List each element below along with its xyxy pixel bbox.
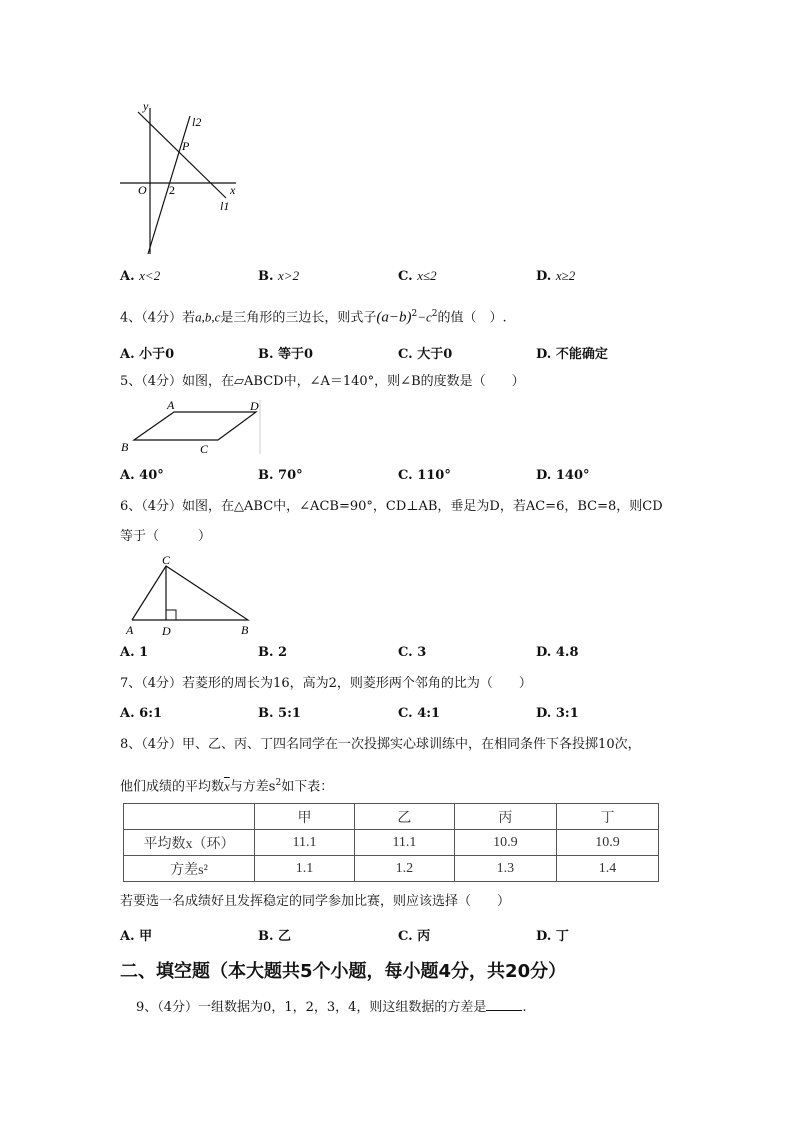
y-axis-label: y [143, 99, 149, 113]
intercept-label: 2 [169, 183, 175, 197]
q4-question: 4、（4分）若a,b,c是三角形的三边长，则式子$(a-b)^2-c^2$的值（ ）. [120, 309, 507, 326]
q4-option-d[interactable]: D. 不能确定 [536, 347, 608, 362]
q8-score-table [123, 803, 659, 882]
q9-question: 9、（4分）一组数据为0，1，2，3，4，则这组数据的方差是 . [136, 1000, 527, 1015]
q6-question-line1: 6、（4分）如图，在△ABC中，∠ACB=90°，CD⊥AB，垂足为D，若AC=6，BC=8，则CD [120, 499, 663, 514]
table-header-row [124, 804, 659, 830]
answer-blank[interactable] [486, 998, 522, 1011]
q5-question: 5、（4分）如图，在▱ABCD中，∠A＝140°，则∠B的度数是（ ） [120, 374, 525, 389]
q7-option-d[interactable]: D. 3:1 [536, 706, 579, 721]
q3-option-a[interactable]: A. x<2 [120, 268, 161, 284]
q3-option-b[interactable]: B. x>2 [258, 268, 300, 284]
l1-label: l1 [220, 199, 230, 213]
q8-option-a[interactable]: A. 甲 [120, 929, 153, 944]
line-l1 [138, 112, 226, 198]
origin-label: O [138, 183, 147, 197]
q4-option-a[interactable]: A. 小于0 [120, 347, 175, 362]
table-header-cell: 甲 [255, 804, 355, 830]
section-title: 二、填空题（本大题共5个小题，每小题4分，共20分） [120, 961, 567, 982]
q4-option-c[interactable]: C. 大于0 [398, 347, 453, 362]
q5-option-a[interactable]: A. 40° [120, 468, 164, 483]
table-cell: 10.9 [454, 830, 556, 856]
q3-option-c[interactable]: C. x≤2 [398, 268, 437, 284]
vertex-c-label: C [162, 553, 171, 567]
q8-question-line1: 8、（4分）甲、乙、丙、丁四名同学在一次投掷实心球训练中，在相同条件下各投掷10次， [120, 737, 641, 752]
q8-option-c[interactable]: C. 丙 [398, 929, 431, 944]
q8-option-d[interactable]: D. 丁 [536, 929, 569, 944]
q8-question-line3: 若要选一名成绩好且发挥稳定的同学参加比赛，则应该选择（ ） [120, 894, 511, 909]
vertex-b-label: B [241, 623, 249, 637]
q8-question-line2: 他们成绩的平均数$\overline{x}$与方差$s^2$如下表： [120, 778, 334, 795]
table-cell: 11.1 [255, 830, 355, 856]
q5-option-b[interactable]: B. 70° [258, 468, 303, 483]
triangle-abc [132, 566, 248, 620]
q3-line-graph [118, 98, 248, 258]
q4-option-b[interactable]: B. 等于0 [258, 347, 314, 362]
table-cell: 1.2 [354, 856, 454, 882]
x-axis-label: x [230, 183, 236, 197]
table-row-label: 平均数x（环） [124, 830, 255, 856]
table-cell: 1.1 [255, 856, 355, 882]
table-header-cell: 丁 [556, 804, 658, 830]
q6-option-a[interactable]: A. 1 [120, 645, 149, 660]
table-cell: 1.4 [556, 856, 658, 882]
vertex-d-label: D [250, 399, 259, 413]
q6-option-b[interactable]: B. 2 [258, 645, 288, 660]
table-header-cell [124, 804, 255, 830]
vertex-c-label: C [200, 442, 209, 456]
parallelogram-abcd [134, 412, 256, 440]
vertex-b-label: B [121, 440, 129, 454]
q8-option-b[interactable]: B. 乙 [258, 929, 292, 944]
q6-question-line2: 等于（ ） [120, 529, 212, 544]
q5-option-d[interactable]: D. 140° [536, 468, 590, 483]
q7-option-b[interactable]: B. 5:1 [258, 706, 301, 721]
table-header-cell: 乙 [354, 804, 454, 830]
vertex-a-label: A [126, 623, 134, 637]
q7-question: 7、（4分）若菱形的周长为16，高为2，则菱形两个邻角的比为（ ） [120, 676, 532, 691]
table-cell: 11.1 [354, 830, 454, 856]
table-row [124, 830, 659, 856]
table-header-cell: 丙 [454, 804, 556, 830]
table-row-label: 方差s² [124, 856, 255, 882]
l2-label: l2 [192, 115, 202, 129]
q5-parallelogram-figure [118, 396, 264, 458]
q7-option-c[interactable]: C. 4:1 [398, 706, 441, 721]
vertex-d-label: D [162, 624, 171, 638]
table-cell: 10.9 [556, 830, 658, 856]
q6-triangle-figure [118, 552, 260, 640]
q6-option-d[interactable]: D. 4.8 [536, 645, 579, 660]
point-p-label: P [182, 139, 190, 153]
table-cell: 1.3 [454, 856, 556, 882]
q5-option-c[interactable]: C. 110° [398, 468, 451, 483]
q3-option-d[interactable]: D. x≥2 [536, 268, 576, 284]
vertex-a-label: A [167, 398, 175, 412]
table-row [124, 856, 659, 882]
q6-option-c[interactable]: C. 3 [398, 645, 427, 660]
q7-option-a[interactable]: A. 6:1 [120, 706, 163, 721]
right-angle-mark [166, 610, 176, 620]
